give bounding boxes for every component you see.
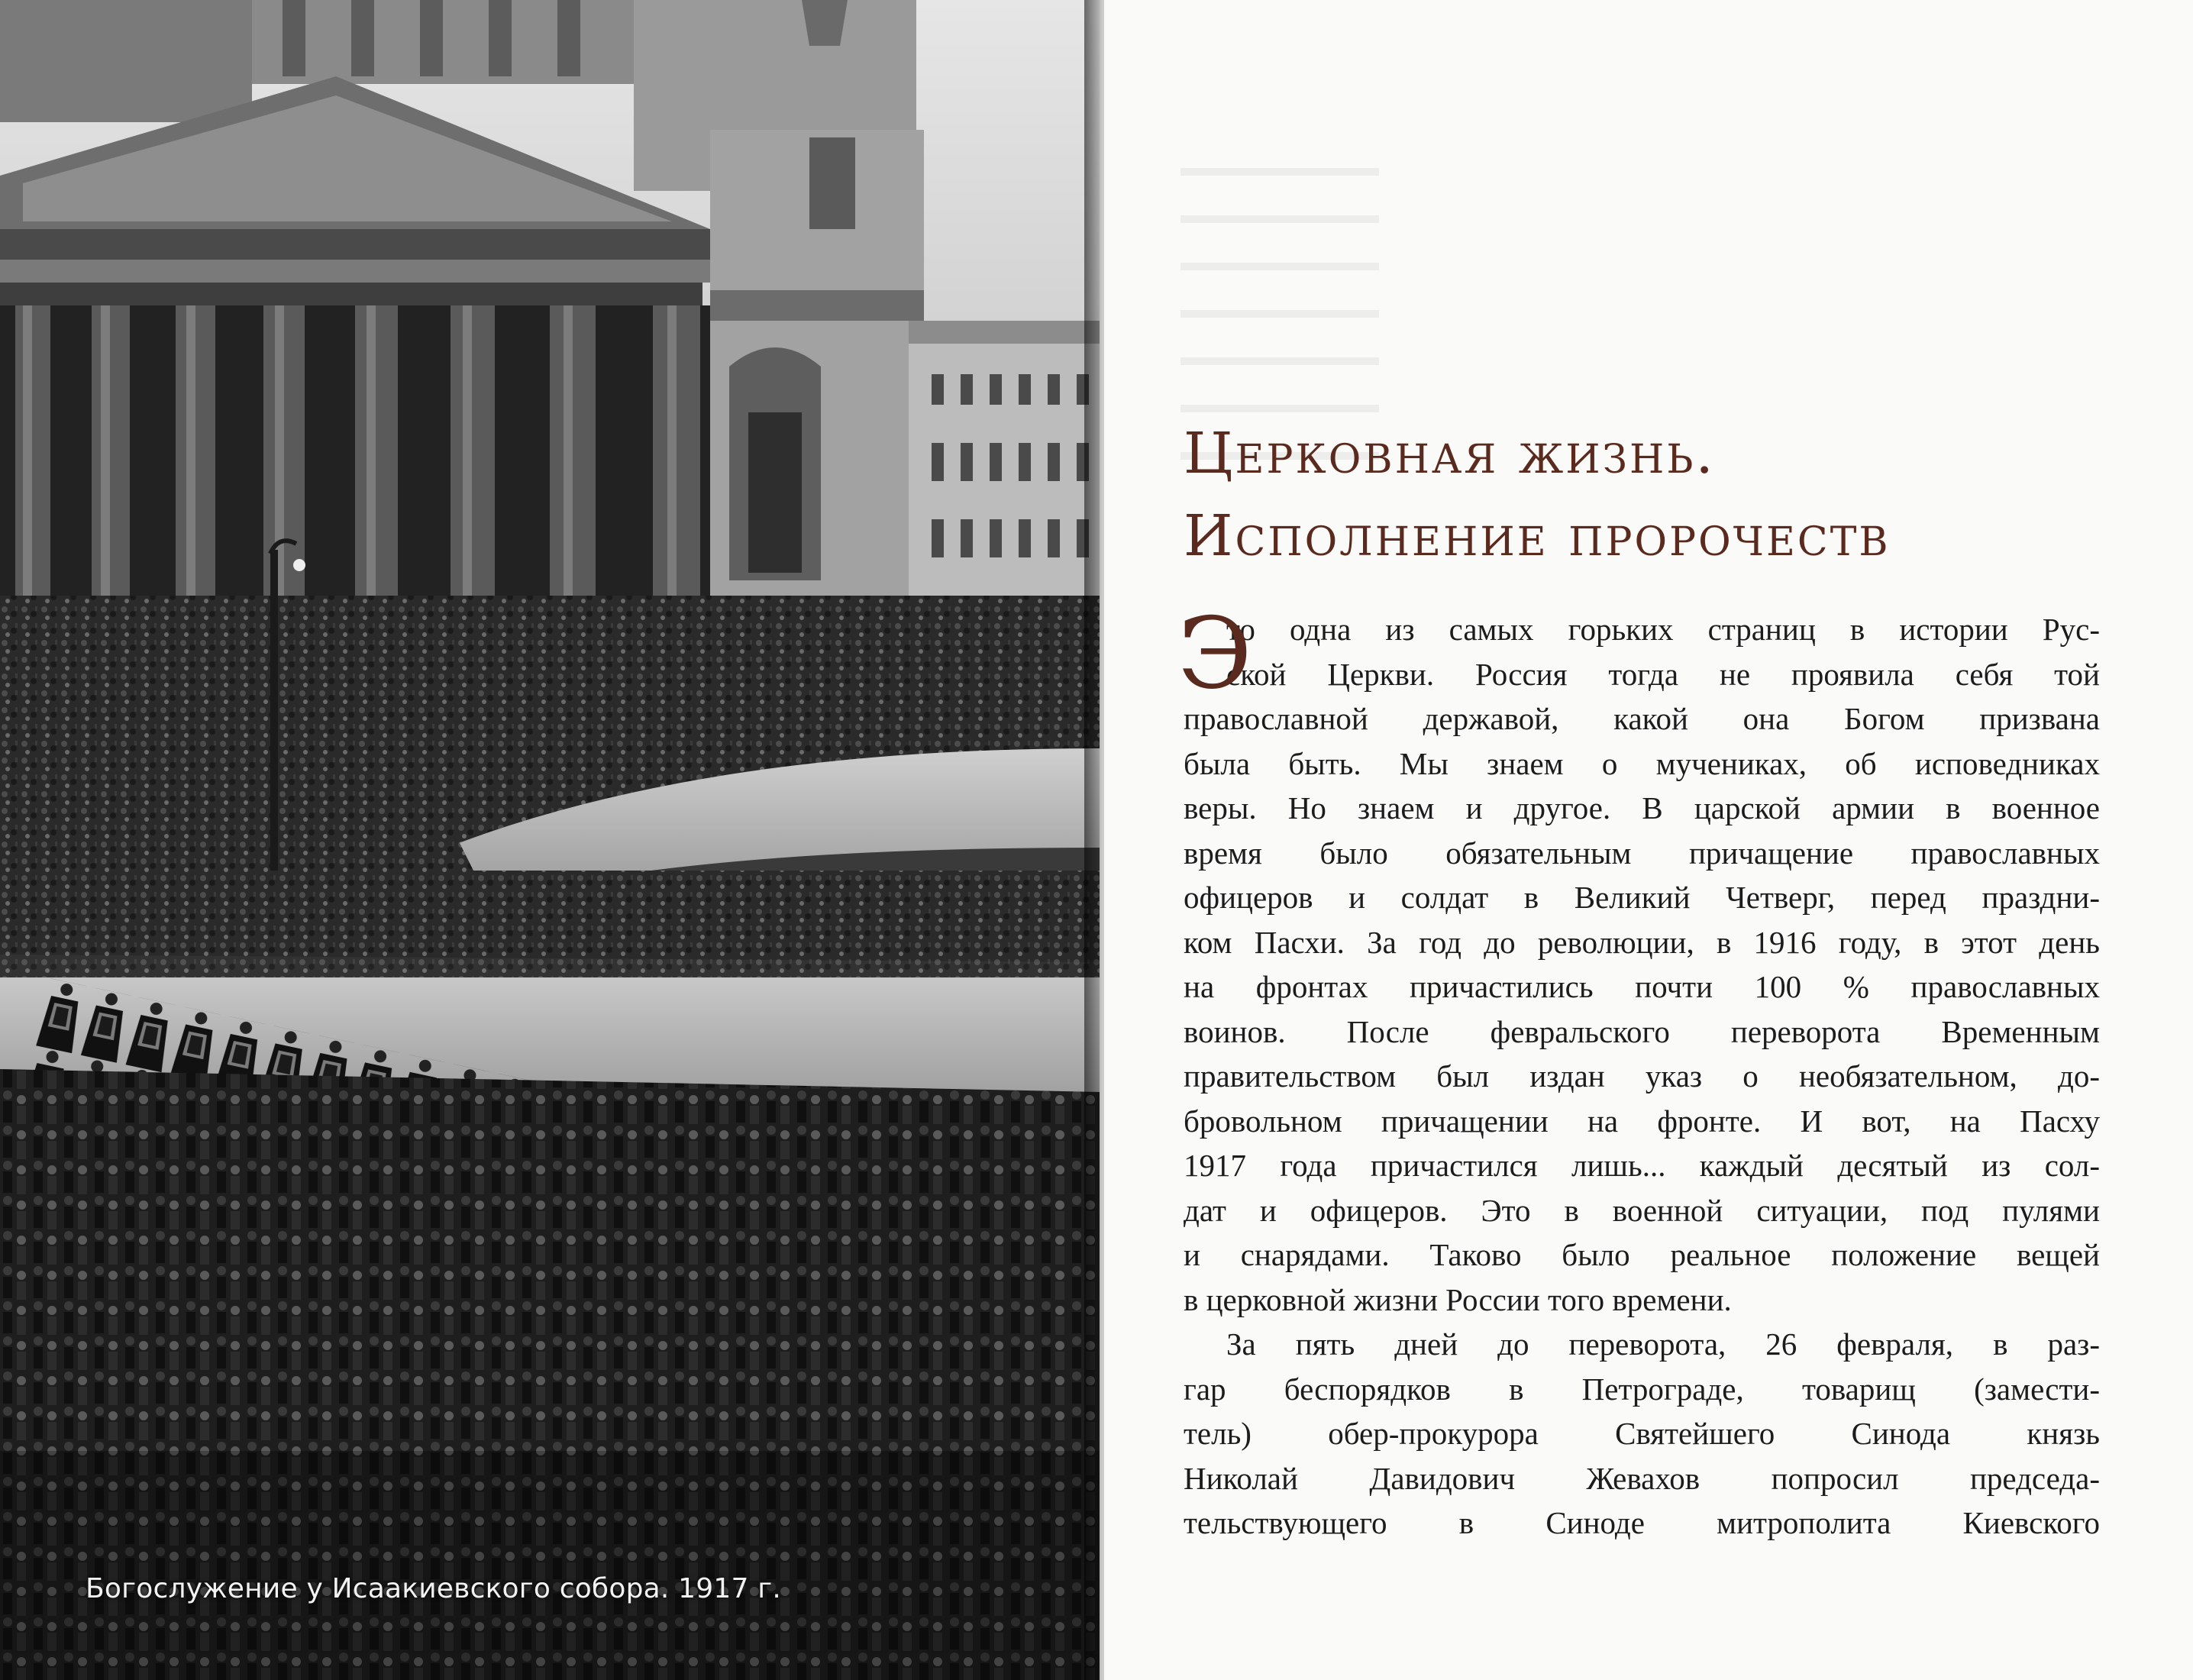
text-line: православной державой, какой она Богом призвана — [1184, 701, 2100, 736]
text-line: ком Пасхи. За год до революции, в 1916 году, в этот день — [1184, 924, 2100, 960]
body-text — [1177, 597, 2100, 1546]
text-line: время было обязательным причащение православных — [1184, 835, 2100, 871]
text-line: тельствующего в Синоде митрополита Киевского — [1184, 1505, 2100, 1540]
text-line: За пять дней до переворота, 26 февраля, в раз- — [1226, 1326, 2100, 1362]
text-line: была быть. Мы знаем о мучениках, об исповедниках — [1184, 745, 2100, 781]
text-line: бровольном причащении на фронте. И вот, на Пасху — [1184, 1103, 2100, 1139]
text-line: и снарядами. Таково было реальное положение вещей — [1184, 1237, 2100, 1272]
chapter-title-line-1: Церковная жизнь. — [1184, 421, 1716, 486]
text-line: 1917 года причастился лишь... каждый десятый из сол- — [1184, 1148, 2100, 1183]
text-line: воинов. После февральского переворота Временным — [1184, 1013, 2100, 1049]
text-line: офицеров и солдат в Великий Четверг, перед праздни- — [1184, 880, 2100, 915]
text-line: тель) обер-прокурора Святейшего Синода князь — [1184, 1416, 2100, 1451]
text-line: ской Церкви. Россия тогда не проявила себя той — [1226, 656, 2100, 692]
chapter-title — [1184, 412, 2146, 577]
photo-caption: Богослужение у Исаакиевского собора. 1917 г. — [86, 1573, 781, 1604]
text-line: правительством был издан указ о необязательном, до- — [1184, 1058, 2100, 1094]
text-line: веры. Но знаем и другое. В царской армии в военное — [1184, 790, 2100, 825]
text-page — [1104, 0, 2193, 1680]
text-line: в церковной жизни России того времени. — [1184, 1281, 1732, 1317]
chapter-title-line-2: Исполнение пророчеств — [1184, 503, 1891, 569]
text-line: дат и офицеров. Это в военной ситуации, под пулями — [1184, 1192, 2100, 1228]
drop-cap: Э — [1177, 597, 1252, 711]
text-line: гар беспорядков в Петрограде, товарищ (замести- — [1184, 1371, 2100, 1407]
text-line: то одна из самых горьких страниц в истории Рус- — [1226, 612, 2100, 647]
text-line: на фронтах причастились почти 100 % православных — [1184, 969, 2100, 1004]
text-line: Николай Давидович Жевахов попросил председа- — [1184, 1460, 2100, 1496]
